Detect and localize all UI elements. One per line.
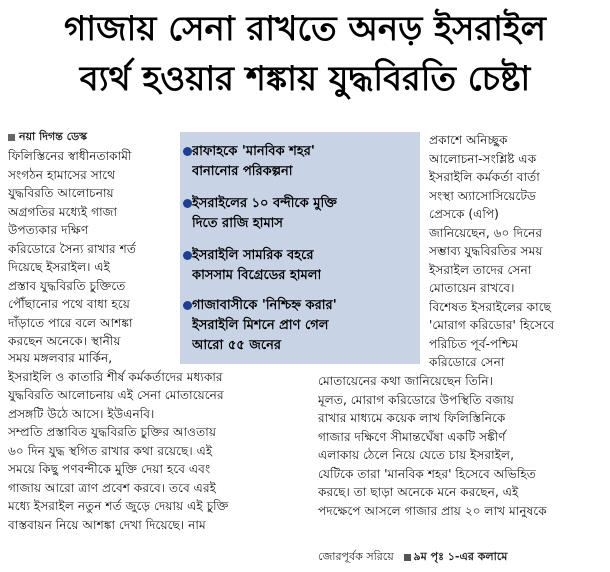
article-line: পরিচিত পূর্ব-পশ্চিম	[429, 336, 519, 351]
article-line: ফিলিস্তিনের স্বাধীনতাকামী	[8, 149, 132, 163]
article-line: যেটিকে তারা 'মানবিক শহর' হিসেবে অভিহিত	[318, 466, 536, 481]
highlight-item	[192, 194, 337, 234]
highlight-line: ইসরাইলের ১০ বন্দীকে মুক্তি	[192, 196, 337, 211]
article-line: বিশেষত ইসরাইলের কাছে	[429, 299, 551, 314]
highlight-item	[192, 296, 337, 356]
article-line: ইসরাইলি কর্মকর্তা বার্তা	[429, 170, 540, 184]
highlight-line: ইসরাইলি মিশনে প্রাণ গেল	[192, 318, 329, 333]
highlight-line: আরো ৫৫ জনের	[192, 338, 281, 353]
article-line: প্রসঙ্গটি উঠে আসে। ইউএনবি।	[8, 406, 155, 421]
highlights-box	[180, 132, 420, 364]
headline-line-2: ব্যর্থ হওয়ার শঙ্কায় যুদ্ধবিরতি চেষ্টা	[79, 59, 531, 99]
article-line: দাঁড়াতে পারে বলে আশঙ্কা	[8, 315, 133, 330]
article-line: করছেন অনেকে। স্থানীয়	[8, 334, 121, 348]
article-line: সম্প্রতি প্রস্তাবিত যুদ্ধবিরতি চুক্তির আওতায়	[8, 425, 217, 439]
article-line: মধ্যে ইসরাইল নতুন শর্ত জুড়ে দেয়ায় এই চুক্তি	[8, 499, 229, 513]
headline-line-1: গাজায় সেনা রাখতে অনড় ইসরাইল	[63, 9, 546, 49]
continuation-line	[318, 548, 507, 567]
article-line: 'মোরাগ করিডোর' হিসেবে	[429, 318, 555, 332]
highlight-item	[192, 246, 321, 286]
highlight-line: ইসরাইলি সামরিক বহরে	[192, 248, 314, 263]
article-line: যুদ্ধবিরতি আলোচনায়	[8, 186, 114, 200]
article-column-left	[8, 147, 173, 351]
article-line: প্রেসকে (এপি)	[429, 207, 499, 221]
article-line: সম্ভাব্য যুদ্ধবিরতির সময়	[429, 244, 543, 258]
article-line: এলাকায় ঠেলে নিয়ে যেতে চায় ইসরাইল,	[318, 448, 514, 462]
highlight-line: কাসসাম বিগ্রেডের হামলা	[192, 268, 322, 283]
article-line: ইসরাইল তাদের সেনা	[429, 262, 532, 277]
article-line: অগ্রগতির মধ্যেই গাজা	[8, 204, 118, 219]
bullet-icon	[183, 251, 192, 260]
article-column-right	[429, 131, 601, 372]
article-line: সময় মঙ্গলবার মার্কিন,	[8, 351, 113, 365]
article-line: করিডোরে সেনা	[429, 355, 505, 369]
article-line: করিডোরে সৈন্য রাখার শর্ত	[8, 241, 136, 256]
highlight-line: বানানোর পরিকল্পনা	[192, 164, 293, 179]
article-line: পৌঁছানোর পথে বাধা হয়ে	[8, 297, 130, 311]
article-line: সংস্থা অ্যাসোসিয়েটেড	[429, 188, 536, 203]
article-line: প্রকাশে অনিচ্ছুক	[429, 133, 508, 147]
article-line: ৬০ দিন যুদ্ধ স্থগিত রাখার কথা রয়েছে। এই	[8, 443, 213, 458]
continuation-lead: জোরপূর্বক সরিয়ে	[318, 550, 394, 563]
article-line: গাজায় আরো ত্রাণ প্রবেশ করবে। তবে এরই	[8, 480, 216, 495]
article-line: দিয়েছে ইসরাইল। এই	[8, 260, 111, 274]
bullet-icon	[183, 147, 192, 156]
bullet-icon	[183, 301, 192, 310]
article-line: মোতায়েনের কথা জানিয়েছেন তিনি।	[318, 374, 494, 388]
jump-square-icon	[404, 554, 411, 561]
highlight-line: রাফাহকে 'মানবিক শহর'	[192, 144, 315, 159]
highlight-line: দিতে রাজি হামাস	[192, 216, 284, 231]
bullet-icon	[183, 199, 192, 208]
article-line: সংগঠন হামাসের সাথে	[8, 167, 116, 182]
byline-square-icon	[8, 134, 15, 141]
byline-text: নয়া দিগন্ত ডেস্ক	[19, 130, 88, 143]
article-column-right-wide	[318, 372, 602, 520]
article-line: উপত্যকার দক্ষিণ	[8, 223, 89, 237]
article-line: সময়ে কিছু পণবন্দীকে মুক্তি দেয়া হবে এবং	[8, 462, 211, 476]
article-line: প্রস্তাব যুদ্ধবিরতি চুক্তিতে	[8, 278, 126, 293]
article-line: গাজার দক্ষিণে সীমান্তঘেঁষা একটি সঙ্কীর্ণ	[318, 429, 506, 444]
article-line: যুদ্ধবিরতি আলোচনায় এই সেনা মোতায়েনের	[8, 388, 224, 402]
article-line: মোতায়েন রাখবে।	[429, 281, 515, 295]
article-line: বাস্তবায়ন নিয়ে আশঙ্কা দেখা দিয়েছে। নাম	[8, 517, 206, 532]
highlight-item	[192, 142, 315, 182]
article-line: ইসরাইলি ও কাতারি শীর্ষ কর্মকর্তাদের মধ্যকার	[8, 369, 223, 384]
article-line: আলোচনা-সংশ্লিষ্ট এক	[429, 151, 537, 166]
article-line: মূলত, মোরাগ করিডোরে উপস্থিতি বজায়	[318, 392, 514, 407]
article-column-left-wide	[8, 349, 313, 534]
article-line: করছে। তা ছাড়া অনেকে মনে করছেন, এই	[318, 485, 519, 499]
article-line: রাখার মাধ্যমে কয়েক লাখ ফিলিস্তিনিকে	[318, 411, 506, 425]
byline	[8, 128, 87, 147]
continuation-jump: ৯ম পৃঃ ১-এর কলামে	[413, 550, 508, 563]
article-line: পদক্ষেপে আসলে গাজার প্রায় ২০ লাখ মানুষকে	[318, 503, 547, 518]
article-line: জানিয়েছেন, ৬০ দিনের	[429, 225, 543, 240]
highlight-line: গাজাবাসীকে 'নিশ্চিহ্ন করার'	[192, 298, 337, 313]
